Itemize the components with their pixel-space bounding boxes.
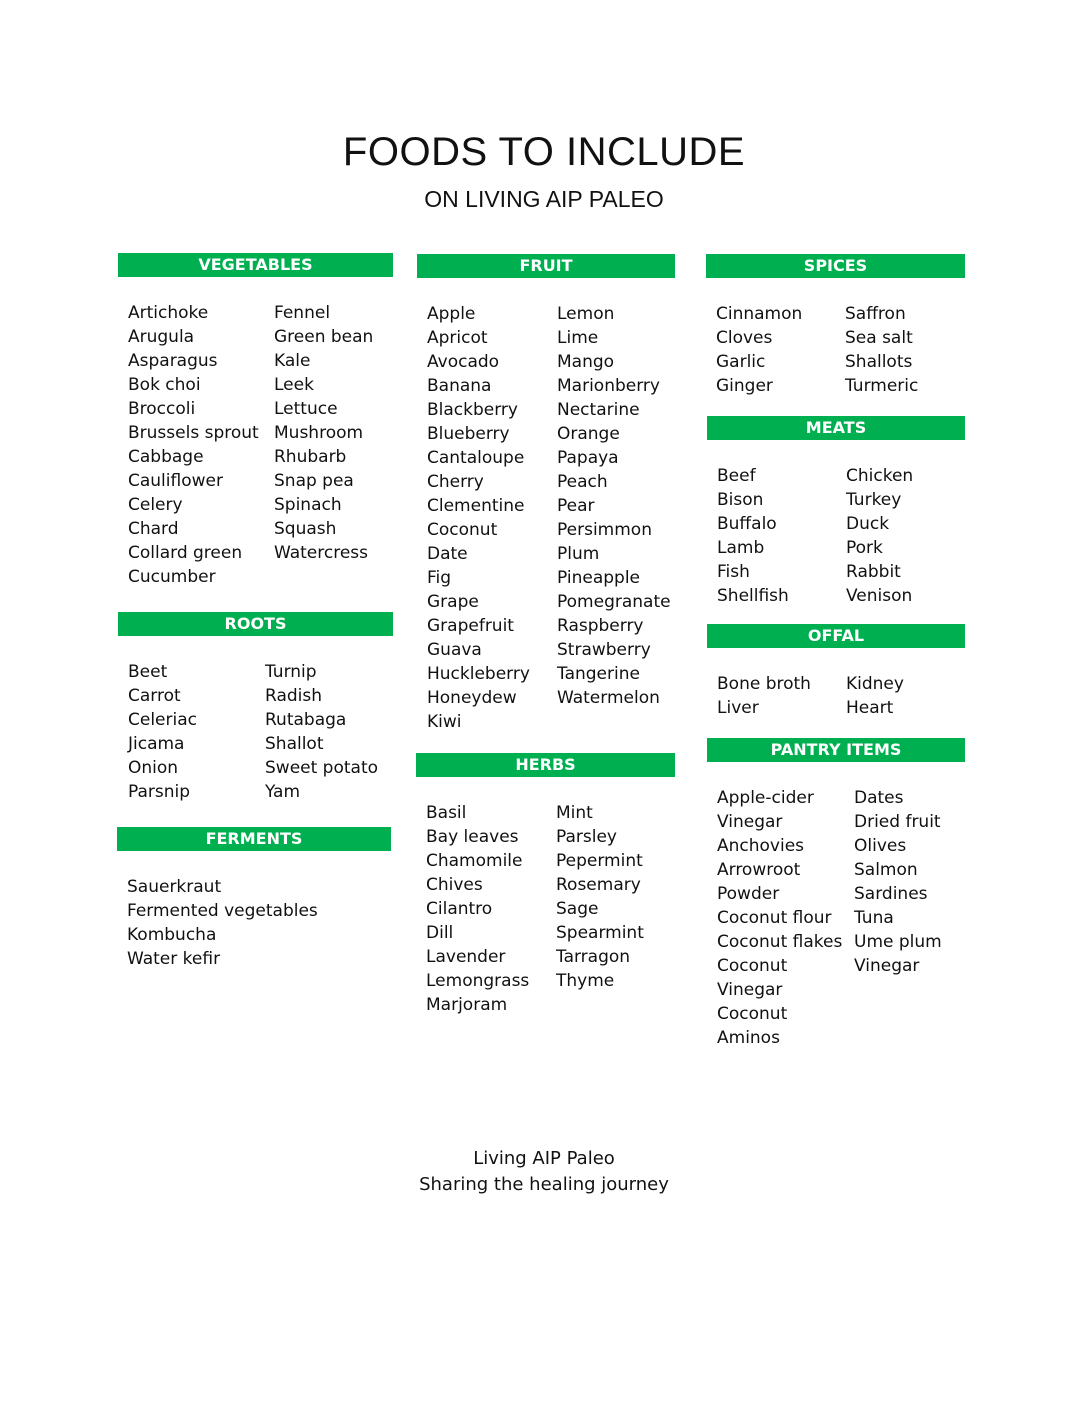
list-item: Rhubarb bbox=[274, 447, 347, 467]
list-item: Watermelon bbox=[557, 688, 660, 708]
list-item: Brussels sprout bbox=[128, 423, 259, 443]
list-item: Sage bbox=[556, 899, 599, 919]
list-item: Parsnip bbox=[128, 782, 191, 802]
list-item: Papaya bbox=[557, 448, 619, 468]
list-item: Sardines bbox=[854, 884, 928, 904]
list-item: Salmon bbox=[854, 860, 918, 880]
list-item: Huckleberry bbox=[427, 664, 530, 684]
list-item: Chicken bbox=[846, 466, 914, 486]
list-item: Sauerkraut bbox=[127, 877, 222, 897]
list-item: Pear bbox=[557, 496, 595, 516]
list-item: Leek bbox=[274, 375, 314, 395]
list-item: Bison bbox=[717, 490, 764, 510]
pantry-column-2 bbox=[854, 786, 942, 1050]
list-item: Cucumber bbox=[128, 567, 216, 587]
list-item: Pepermint bbox=[556, 851, 643, 871]
list-item: Snap pea bbox=[274, 471, 354, 491]
list-item: Bone broth bbox=[717, 674, 811, 694]
list-item: Bok choi bbox=[128, 375, 201, 395]
list-item: Lemongrass bbox=[426, 971, 530, 991]
list-item: Spinach bbox=[274, 495, 342, 515]
list-item: Chamomile bbox=[426, 851, 523, 871]
list-item: Pomegranate bbox=[557, 592, 671, 612]
section-header-spices: SPICES bbox=[706, 254, 965, 278]
list-item: Collard green bbox=[128, 543, 243, 563]
list-item: Tuna bbox=[854, 908, 894, 928]
section-pantry-items bbox=[707, 738, 965, 1050]
list-item: Banana bbox=[427, 376, 492, 396]
list-item: Sweet potato bbox=[265, 758, 379, 778]
list-item: Ginger bbox=[716, 376, 773, 396]
list-item: Vinegar bbox=[717, 812, 783, 832]
list-item: Chives bbox=[426, 875, 483, 895]
list-item: Coconut flour bbox=[717, 908, 832, 928]
list-item: Cabbage bbox=[128, 447, 204, 467]
list-item: Rabbit bbox=[846, 562, 901, 582]
list-item: Pineapple bbox=[557, 568, 641, 588]
list-item: Celeriac bbox=[128, 710, 197, 730]
list-item: Persimmon bbox=[557, 520, 652, 540]
list-item: Mango bbox=[557, 352, 615, 372]
section-header-roots: ROOTS bbox=[118, 612, 393, 636]
list-item: Clementine bbox=[427, 496, 525, 516]
list-item: Raspberry bbox=[557, 616, 644, 636]
section-vegetables bbox=[118, 253, 393, 589]
list-item: Dill bbox=[426, 923, 454, 943]
list-item: Parsley bbox=[556, 827, 617, 847]
list-item: Cilantro bbox=[426, 899, 493, 919]
section-offal bbox=[707, 624, 965, 720]
list-item: Fennel bbox=[274, 303, 331, 323]
list-item: Anchovies bbox=[717, 836, 805, 856]
list-item: Apple bbox=[427, 304, 476, 324]
list-item: Arrowroot bbox=[717, 860, 801, 880]
list-item: Cherry bbox=[427, 472, 484, 492]
list-item: Vinegar bbox=[717, 980, 783, 1000]
list-item: Pork bbox=[846, 538, 883, 558]
list-item: Strawberry bbox=[557, 640, 651, 660]
list-item: Celery bbox=[128, 495, 183, 515]
list-item: Ume plum bbox=[854, 932, 942, 952]
list-item: Fermented vegetables bbox=[127, 901, 318, 921]
section-header-pantry-items: PANTRY ITEMS bbox=[707, 738, 965, 762]
section-header-ferments: FERMENTS bbox=[117, 827, 391, 851]
list-item: Tarragon bbox=[556, 947, 631, 967]
offal-column-2 bbox=[846, 672, 904, 720]
ferments-column-1 bbox=[127, 875, 318, 971]
list-item: Nectarine bbox=[557, 400, 640, 420]
list-item: Apricot bbox=[427, 328, 488, 348]
list-item: Dried fruit bbox=[854, 812, 941, 832]
list-item: Liver bbox=[717, 698, 759, 718]
list-item: Fig bbox=[427, 568, 452, 588]
list-item: Powder bbox=[717, 884, 780, 904]
list-item: Rutabaga bbox=[265, 710, 347, 730]
list-item: Kale bbox=[274, 351, 311, 371]
list-item: Shallots bbox=[845, 352, 913, 372]
list-item: Lettuce bbox=[274, 399, 338, 419]
footer-brand: Living AIP Paleo bbox=[473, 1148, 615, 1169]
list-item: Jicama bbox=[128, 734, 185, 754]
list-item: Dates bbox=[854, 788, 904, 808]
section-meats bbox=[707, 416, 965, 608]
section-herbs bbox=[416, 753, 675, 1017]
list-item: Vinegar bbox=[854, 956, 920, 976]
list-item: Chard bbox=[128, 519, 179, 539]
list-item: Orange bbox=[557, 424, 620, 444]
list-item: Turnip bbox=[265, 662, 317, 682]
list-item: Lamb bbox=[717, 538, 765, 558]
list-item: Broccoli bbox=[128, 399, 196, 419]
list-item: Beet bbox=[128, 662, 168, 682]
list-item: Cantaloupe bbox=[427, 448, 525, 468]
list-item: Marionberry bbox=[557, 376, 660, 396]
list-item: Marjoram bbox=[426, 995, 508, 1015]
list-item: Aminos bbox=[717, 1028, 780, 1048]
section-header-fruit: FRUIT bbox=[417, 254, 675, 278]
pantry-column-1 bbox=[717, 786, 854, 1050]
list-item: Garlic bbox=[716, 352, 766, 372]
list-item: Duck bbox=[846, 514, 890, 534]
list-item: Fish bbox=[717, 562, 750, 582]
list-item: Radish bbox=[265, 686, 323, 706]
vegetables-column-1 bbox=[128, 301, 274, 589]
list-item: Saffron bbox=[845, 304, 906, 324]
list-item: Coconut bbox=[717, 1004, 788, 1024]
list-item: Honeydew bbox=[427, 688, 517, 708]
page-title: FOODS TO INCLUDE bbox=[342, 130, 746, 174]
section-header-vegetables: VEGETABLES bbox=[118, 253, 393, 277]
list-item: Rosemary bbox=[556, 875, 641, 895]
section-roots bbox=[118, 612, 393, 804]
list-item: Spearmint bbox=[556, 923, 644, 943]
list-item: Mushroom bbox=[274, 423, 364, 443]
list-item: Onion bbox=[128, 758, 179, 778]
list-item: Cinnamon bbox=[716, 304, 803, 324]
list-item: Plum bbox=[557, 544, 600, 564]
list-item: Cloves bbox=[716, 328, 773, 348]
list-item: Yam bbox=[265, 782, 301, 802]
list-item: Mint bbox=[556, 803, 593, 823]
list-item: Turkey bbox=[846, 490, 902, 510]
footer-tagline: Sharing the healing journey bbox=[419, 1174, 669, 1195]
fruit-column-2 bbox=[557, 302, 671, 734]
list-item: Thyme bbox=[556, 971, 615, 991]
list-item: Beef bbox=[717, 466, 756, 486]
list-item: Grapefruit bbox=[427, 616, 514, 636]
spices-column-1 bbox=[716, 302, 845, 398]
section-fruit bbox=[417, 254, 675, 734]
list-item: Shellfish bbox=[717, 586, 789, 606]
list-item: Sea salt bbox=[845, 328, 913, 348]
list-item: Kiwi bbox=[427, 712, 462, 732]
section-header-offal: OFFAL bbox=[707, 624, 965, 648]
list-item: Heart bbox=[846, 698, 894, 718]
list-item: Carrot bbox=[128, 686, 181, 706]
list-item: Water kefir bbox=[127, 949, 221, 969]
list-item: Peach bbox=[557, 472, 608, 492]
list-item: Grape bbox=[427, 592, 479, 612]
list-item: Lemon bbox=[557, 304, 615, 324]
fruit-column-1 bbox=[427, 302, 557, 734]
page-subtitle: ON LIVING AIP PALEO bbox=[424, 186, 664, 212]
list-item: Venison bbox=[846, 586, 913, 606]
vegetables-column-2 bbox=[274, 301, 373, 589]
list-item: Shallot bbox=[265, 734, 324, 754]
list-item: Coconut flakes bbox=[717, 932, 843, 952]
list-item: Date bbox=[427, 544, 468, 564]
roots-column-1 bbox=[128, 660, 265, 804]
list-item: Avocado bbox=[427, 352, 500, 372]
list-item: Lime bbox=[557, 328, 599, 348]
list-item: Tangerine bbox=[557, 664, 640, 684]
list-item: Kidney bbox=[846, 674, 904, 694]
list-item: Artichoke bbox=[128, 303, 209, 323]
section-ferments bbox=[117, 827, 391, 971]
section-spices bbox=[706, 254, 965, 398]
list-item: Lavender bbox=[426, 947, 506, 967]
list-item: Guava bbox=[427, 640, 482, 660]
list-item: Bay leaves bbox=[426, 827, 519, 847]
list-item: Kombucha bbox=[127, 925, 217, 945]
list-item: Coconut bbox=[717, 956, 788, 976]
section-header-meats: MEATS bbox=[707, 416, 965, 440]
list-item: Turmeric bbox=[845, 376, 919, 396]
footer bbox=[0, 1146, 1088, 1198]
list-item: Blackberry bbox=[427, 400, 518, 420]
list-item: Apple-cider bbox=[717, 788, 814, 808]
meats-column-1 bbox=[717, 464, 846, 608]
list-item: Coconut bbox=[427, 520, 498, 540]
list-item: Asparagus bbox=[128, 351, 218, 371]
herbs-column-2 bbox=[556, 801, 644, 1017]
list-item: Olives bbox=[854, 836, 907, 856]
roots-column-2 bbox=[265, 660, 378, 804]
list-item: Buffalo bbox=[717, 514, 777, 534]
list-item: Watercress bbox=[274, 543, 369, 563]
list-item: Cauliflower bbox=[128, 471, 223, 491]
list-item: Basil bbox=[426, 803, 467, 823]
offal-column-1 bbox=[717, 672, 846, 720]
list-item: Blueberry bbox=[427, 424, 510, 444]
spices-column-2 bbox=[845, 302, 918, 398]
meats-column-2 bbox=[846, 464, 913, 608]
list-item: Squash bbox=[274, 519, 337, 539]
section-header-herbs: HERBS bbox=[416, 753, 675, 777]
herbs-column-1 bbox=[426, 801, 556, 1017]
list-item: Arugula bbox=[128, 327, 195, 347]
list-item: Green bean bbox=[274, 327, 374, 347]
